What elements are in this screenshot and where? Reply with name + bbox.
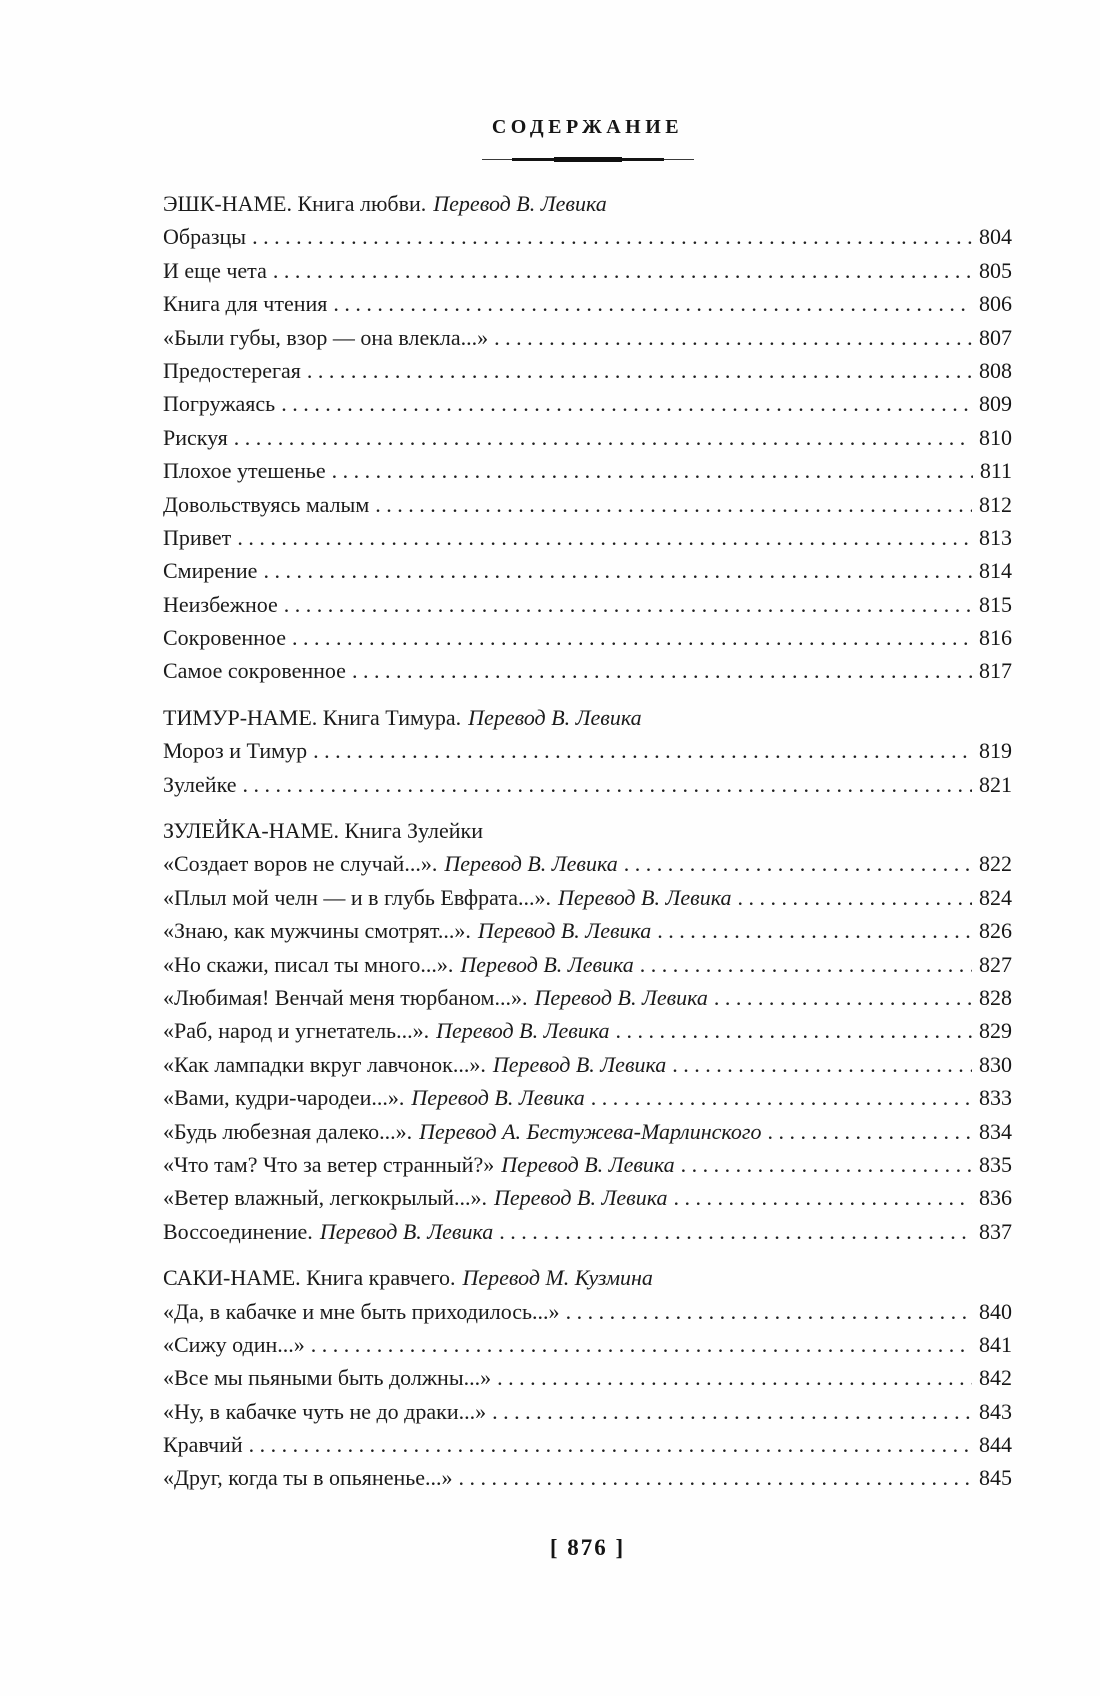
dot-leader <box>231 521 972 554</box>
entry-title: Зулейке <box>163 771 237 797</box>
toc-entry <box>163 948 1012 981</box>
dot-leader <box>257 554 972 587</box>
dot-leader <box>275 387 972 420</box>
section-heading-text: ТИМУР-НАМЕ. Книга Тимура. <box>163 704 462 730</box>
entry-page-number: 807 <box>979 324 1012 350</box>
dot-leader <box>667 1181 972 1214</box>
entry-title: «Будь любезная далеко...». <box>163 1118 413 1144</box>
entry-page-number: 817 <box>979 658 1012 684</box>
toc-entry <box>163 254 1012 287</box>
entry-translator: Перевод В. Левика <box>460 951 634 977</box>
dot-leader <box>307 734 972 767</box>
entry-title: Самое сокровенное <box>163 658 346 684</box>
entry-translator: Перевод В. Левика <box>492 1051 667 1077</box>
entry-title: Смирение <box>163 558 258 584</box>
dot-leader <box>278 588 972 621</box>
entry-page-number: 814 <box>979 558 1012 584</box>
section-heading-translator: Перевод М. Кузмина <box>462 1265 653 1291</box>
entry-page-number: 829 <box>979 1018 1012 1044</box>
entry-title: Погружаясь <box>163 391 276 417</box>
entry-translator: Перевод В. Левика <box>534 984 708 1010</box>
entry-title: Довольствуясь малым <box>163 491 370 517</box>
entry-title: «Друг, когда ты в опьяненье...» <box>163 1465 453 1491</box>
entry-title: Воссоединение. <box>163 1218 313 1244</box>
toc-section <box>163 187 1012 688</box>
dot-leader <box>731 881 972 914</box>
entry-title: «Раб, народ и угнетатель...». <box>163 1018 430 1044</box>
toc-entry <box>163 387 1012 420</box>
dot-leader <box>675 1148 972 1181</box>
entry-title: «Вами, кудри-чародеи...». <box>163 1085 405 1111</box>
entry-page-number: 815 <box>979 591 1012 617</box>
toc-entry <box>163 1148 1012 1181</box>
toc-entry <box>163 287 1012 320</box>
dot-leader <box>286 621 972 654</box>
entry-page-number: 826 <box>979 918 1012 944</box>
dot-leader <box>246 220 972 253</box>
entry-page-number: 843 <box>979 1398 1012 1424</box>
toc-entry <box>163 1048 1012 1081</box>
toc-entry <box>163 220 1012 253</box>
dot-leader <box>305 1328 972 1361</box>
toc-entry <box>163 881 1012 914</box>
entry-page-number: 816 <box>979 625 1012 651</box>
entry-title: «Плыл мой челн — и в глубь Евфрата...». <box>163 884 552 910</box>
entry-page-number: 811 <box>979 458 1012 484</box>
toc-entry <box>163 588 1012 621</box>
entry-title: Сокровенное <box>163 625 286 651</box>
section-heading <box>163 1261 1012 1294</box>
toc-entry <box>163 488 1012 521</box>
toc-entry <box>163 981 1012 1014</box>
entry-page-number: 810 <box>979 424 1012 450</box>
entry-title: Плохое утешенье <box>163 458 326 484</box>
entry-page-number: 828 <box>979 984 1012 1010</box>
entry-page-number: 834 <box>979 1118 1012 1144</box>
section-heading-text: ЗУЛЕЙКА-НАМЕ. Книга Зулейки <box>163 818 484 844</box>
entry-title: «Ветер влажный, легкокрылый...». <box>163 1185 488 1211</box>
entry-page-number: 804 <box>979 224 1012 250</box>
toc-entry <box>163 1361 1012 1394</box>
toc-entry <box>163 454 1012 487</box>
dot-leader <box>267 254 972 287</box>
page-footer <box>163 1535 1012 1561</box>
entry-translator: Перевод В. Левика <box>319 1218 494 1244</box>
entry-title: Привет <box>163 524 232 550</box>
entry-title: «Создает воров не случай...». <box>163 851 438 877</box>
toc-entry <box>163 1295 1012 1328</box>
entry-title: «Все мы пьяными быть должны...» <box>163 1365 492 1391</box>
entry-page-number: 845 <box>979 1465 1012 1491</box>
toc-entry <box>163 521 1012 554</box>
entry-translator: Перевод В. Левика <box>494 1185 668 1211</box>
toc-entry <box>163 1215 1012 1248</box>
toc-entry <box>163 847 1012 880</box>
entry-page-number: 830 <box>979 1051 1012 1077</box>
dot-leader <box>488 321 972 354</box>
entry-title: «Сижу один...» <box>163 1331 305 1357</box>
entry-title: «Но скажи, писал ты много...». <box>163 951 454 977</box>
dot-leader <box>493 1215 972 1248</box>
entry-page-number: 835 <box>979 1151 1012 1177</box>
entry-page-number: 837 <box>979 1218 1012 1244</box>
entry-page-number: 813 <box>979 524 1012 550</box>
dot-leader <box>560 1295 972 1328</box>
entry-translator: Перевод В. Левика <box>558 884 732 910</box>
entry-page-number: 844 <box>979 1432 1012 1458</box>
entry-title: Неизбежное <box>163 591 278 617</box>
entry-title: Кравчий <box>163 1432 243 1458</box>
toc-entry <box>163 914 1012 947</box>
dot-leader <box>228 421 972 454</box>
toc-entry <box>163 1328 1012 1361</box>
entry-translator: Перевод А. Бестужева-Марлинского <box>419 1118 762 1144</box>
dot-leader <box>236 768 972 801</box>
toc-entry <box>163 1461 1012 1494</box>
dot-leader <box>453 1461 972 1494</box>
entry-title: «Были губы, взор — она влекла...» <box>163 324 489 350</box>
toc-entry <box>163 1395 1012 1428</box>
page-content <box>163 0 1012 1561</box>
contents-title: СОДЕРЖАНИЕ <box>491 116 684 138</box>
entry-page-number: 822 <box>979 851 1012 877</box>
ornament-rule <box>482 156 694 163</box>
entry-page-number: 808 <box>979 357 1012 383</box>
entry-page-number: 812 <box>979 491 1012 517</box>
dot-leader <box>326 454 973 487</box>
toc-section <box>163 814 1012 1248</box>
toc-entry <box>163 1014 1012 1047</box>
dot-leader <box>610 1014 972 1047</box>
entry-title: Предостерегая <box>163 357 301 383</box>
toc-entry <box>163 654 1012 687</box>
dot-leader <box>708 981 972 1014</box>
dot-leader <box>243 1428 972 1461</box>
dot-leader <box>666 1048 972 1081</box>
entry-title: Рискуя <box>163 424 228 450</box>
entry-translator: Перевод В. Левика <box>501 1151 675 1177</box>
toc-entry <box>163 1115 1012 1148</box>
entry-page-number: 841 <box>979 1331 1012 1357</box>
entry-translator: Перевод В. Левика <box>436 1018 610 1044</box>
entry-title: «Ну, в кабачке чуть не до драки...» <box>163 1398 487 1424</box>
toc-entry <box>163 1181 1012 1214</box>
toc-entry <box>163 1081 1012 1114</box>
entry-translator: Перевод В. Левика <box>444 851 618 877</box>
toc-section <box>163 701 1012 801</box>
entry-page-number: 819 <box>979 738 1012 764</box>
section-heading-text: ЭШК-НАМЕ. Книга любви. <box>163 191 427 216</box>
rule-center-bar <box>554 157 622 162</box>
section-heading <box>163 187 1012 220</box>
entry-title: Мороз и Тимур <box>163 738 308 764</box>
entry-title: «Как лампадки вкруг лавчонок...». <box>163 1051 486 1077</box>
section-heading-translator: Перевод В. Левика <box>433 191 607 216</box>
dot-leader <box>301 354 972 387</box>
toc-entry <box>163 554 1012 587</box>
entry-translator: Перевод В. Левика <box>477 918 652 944</box>
entry-title: И еще чета <box>163 257 267 283</box>
toc-entry <box>163 354 1012 387</box>
entry-title: Образцы <box>163 224 247 250</box>
section-heading-translator: Перевод В. Левика <box>468 704 642 730</box>
toc-entry <box>163 621 1012 654</box>
dot-leader <box>761 1115 972 1148</box>
entry-page-number: 842 <box>979 1365 1012 1391</box>
entry-page-number: 836 <box>979 1185 1012 1211</box>
toc <box>163 187 1012 1495</box>
entry-title: Книга для чтения <box>163 291 328 317</box>
dot-leader <box>346 654 972 687</box>
entry-page-number: 809 <box>979 391 1012 417</box>
entry-translator: Перевод В. Левика <box>411 1085 585 1111</box>
entry-title: «Знаю, как мужчины смотрят...». <box>163 918 471 944</box>
dot-leader <box>618 847 972 880</box>
toc-entry <box>163 768 1012 801</box>
section-heading <box>163 814 1012 847</box>
entry-page-number: 824 <box>979 884 1012 910</box>
entry-page-number: 805 <box>979 257 1012 283</box>
entry-page-number: 827 <box>979 951 1012 977</box>
toc-entry <box>163 421 1012 454</box>
toc-entry <box>163 321 1012 354</box>
section-heading-text: САКИ-НАМЕ. Книга кравчего. <box>163 1265 456 1291</box>
toc-section <box>163 1261 1012 1495</box>
entry-page-number: 821 <box>979 771 1012 797</box>
dot-leader <box>327 287 972 320</box>
page-header <box>163 0 1012 163</box>
dot-leader <box>486 1395 972 1428</box>
entry-title: «Да, в кабачке и мне быть приходилось...» <box>163 1298 560 1324</box>
section-heading <box>163 701 1012 734</box>
toc-entry <box>163 1428 1012 1461</box>
entry-title: «Что там? Что за ветер странный?» <box>163 1151 495 1177</box>
entry-page-number: 833 <box>979 1085 1012 1111</box>
dot-leader <box>585 1081 972 1114</box>
entry-title: «Любимая! Венчай меня тюрбаном...». <box>163 984 528 1010</box>
dot-leader <box>634 948 972 981</box>
dot-leader <box>369 488 972 521</box>
entry-page-number: 840 <box>979 1298 1012 1324</box>
footer-page-label: [ 876 ] <box>549 1534 626 1560</box>
dot-leader <box>651 914 972 947</box>
toc-entry <box>163 734 1012 767</box>
entry-page-number: 806 <box>979 291 1012 317</box>
dot-leader <box>491 1361 972 1394</box>
